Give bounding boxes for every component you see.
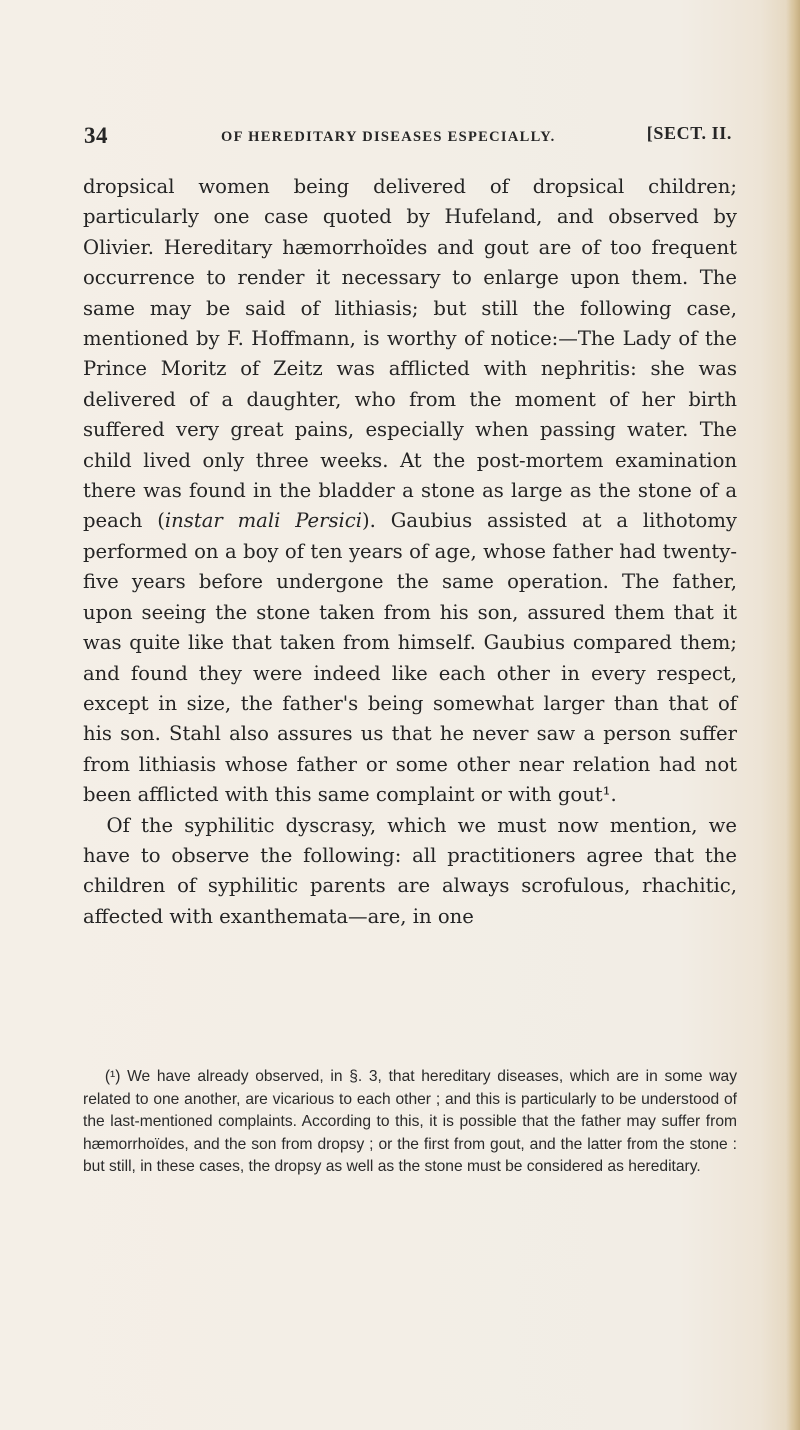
paragraph-2: Of the syphilitic dyscrasy, which we must now mention, we have to observe the following: all practitioners agree that the children of syphilitic parents are always scrofulous, rhachitic, affected with exanthemata—are, in one (83, 813, 737, 928)
latin-phrase: instar mali Persici (164, 509, 363, 533)
paragraph-1-text-a: dropsical women being delivered of dropsical children; particularly one case quoted by Hufeland, and observed by Olivier. Hereditary hæmorrhoïdes and gout are of too frequent occurrence to render it necessary to enlarge upon them. The same may be said of lithiasis; but still the following case, mentioned by F. Hoffmann, is worthy of notice:—The Lady of the Prince Moritz of Zeitz was afflicted with nephritis: she was delivered of a daughter, who from the moment of her birth suffered very great pains, especially when passing water. The child lived only three weeks. At the post-mortem examination there was found in the bladder a stone as large as the stone of a peach ( (83, 175, 737, 533)
running-title: OF HEREDITARY DISEASES ESPECIALLY. (221, 129, 556, 145)
page-header (84, 123, 732, 159)
body-text (83, 172, 737, 932)
paragraph-1-text-b: ). Gaubius assisted at a lithotomy performed on a boy of ten years of age, whose father had twenty-five years before undergone the same operation. The father, upon seeing the stone taken from his son, assured them that it was quite like that taken from himself. Gaubius compared them; and found they were indeed like each other in every respect, except in size, the father's being somewhat larger than that of his son. Stahl also assures us that he never saw a person suffer from lithiasis whose father or some other near relation had not been afflicted with this same complaint or with gout¹. (83, 509, 737, 807)
footnote-text: (¹) We have already observed, in §. 3, that hereditary diseases, which are in some way related to one another, are vicarious to each other ; and this is particularly to be understood of the last-mentioned complaints. According to this, it is possible that the father may suffer from hæmorrhoïdes, and the son from dropsy ; or the first from gout, and the latter from the stone : but still, in these cases, the dropsy as well as the stone must be considered as hereditary. (83, 1068, 737, 1176)
page-edge (786, 0, 800, 1430)
footnote (83, 1066, 737, 1179)
paragraph-1 (83, 172, 737, 811)
section-mark: [SECT. II. (646, 123, 732, 143)
page-number: 34 (84, 123, 108, 148)
